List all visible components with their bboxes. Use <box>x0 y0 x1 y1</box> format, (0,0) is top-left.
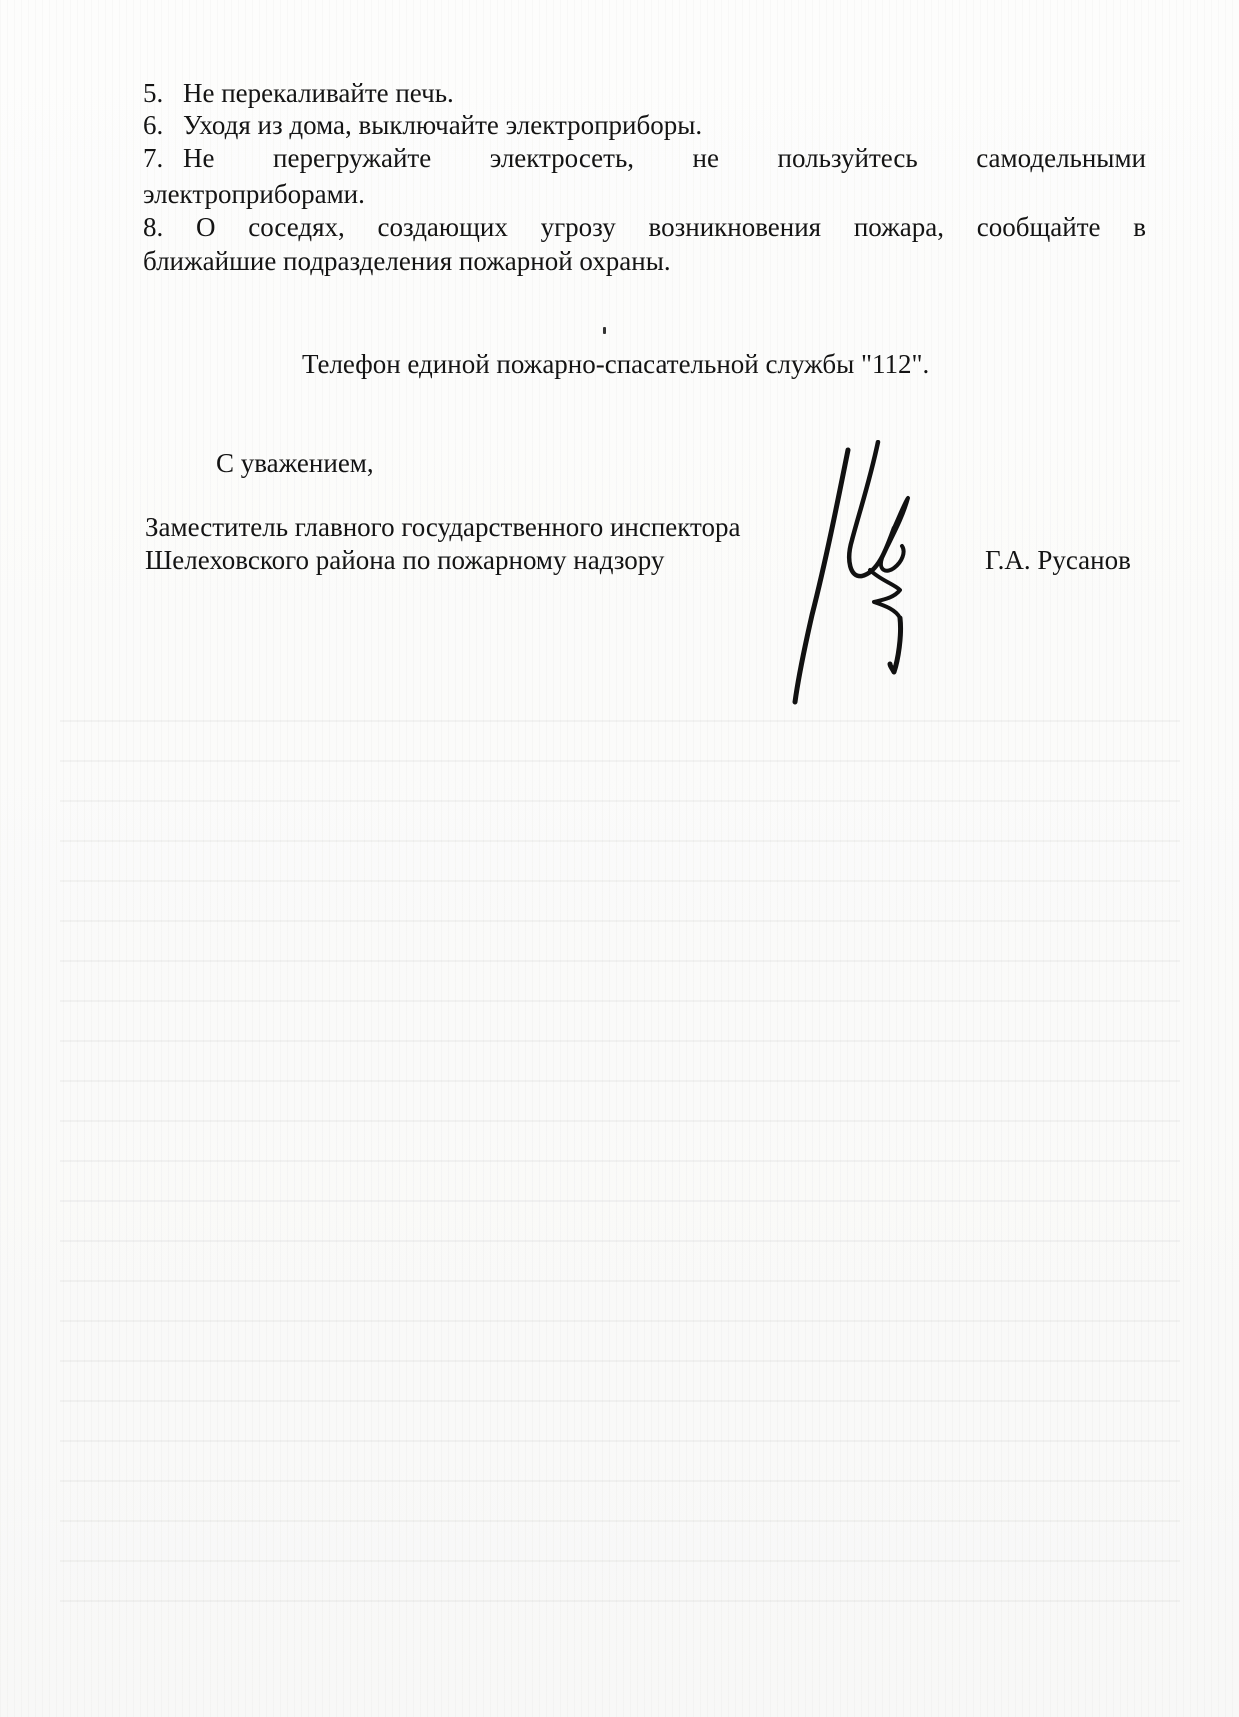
show-through-line <box>60 1440 1180 1442</box>
list-item-number: 6. <box>143 110 164 140</box>
list-item-number: 7. <box>143 143 164 173</box>
show-through-line <box>60 1560 1180 1562</box>
show-through-line <box>60 1280 1180 1282</box>
list-item-text: Уходя из дома, выключайте электроприборы. <box>183 110 703 140</box>
handwritten-signature <box>790 440 980 710</box>
list-item-6 <box>143 110 702 140</box>
show-through-line <box>60 1400 1180 1402</box>
show-through-line <box>60 840 1180 842</box>
list-item-5 <box>143 78 454 108</box>
show-through-line <box>60 1600 1180 1602</box>
list-item-number: 8. <box>143 212 164 242</box>
show-through-line <box>60 1160 1180 1162</box>
show-through-line <box>60 800 1180 802</box>
show-through-line <box>60 720 1180 722</box>
list-item-text: Не перегружайте электросеть, не пользуйтесь самодельными <box>183 143 1146 173</box>
show-through-line <box>60 880 1180 882</box>
list-item-7-line2: электроприборами. <box>143 179 365 209</box>
show-through-line <box>60 1480 1180 1482</box>
show-through-line <box>60 1040 1180 1042</box>
scan-speck <box>603 327 606 334</box>
signer-name: Г.А. Русанов <box>985 545 1131 575</box>
list-item-7-line1 <box>143 143 1146 173</box>
show-through-line <box>60 1120 1180 1122</box>
show-through-line <box>60 1240 1180 1242</box>
show-through-line <box>60 1360 1180 1362</box>
list-item-text: Не перекаливайте печь. <box>183 78 454 108</box>
show-through-line <box>60 960 1180 962</box>
signer-title-line2: Шелеховского района по пожарному надзору <box>145 545 665 575</box>
signer-title-line1: Заместитель главного государственного инспектора <box>145 512 741 542</box>
show-through-line <box>60 1520 1180 1522</box>
show-through-line <box>60 1000 1180 1002</box>
show-through-line <box>60 760 1180 762</box>
show-through-line <box>60 1320 1180 1322</box>
show-through-line <box>60 1200 1180 1202</box>
list-item-text: О соседях, создающих угрозу возникновения пожара, сообщайте в <box>196 212 1147 242</box>
list-item-8-line1 <box>143 212 1146 242</box>
show-through-line <box>60 1080 1180 1082</box>
closing-salutation: С уважением, <box>216 448 374 478</box>
list-item-number: 5. <box>143 78 164 108</box>
emergency-phone-line: Телефон единой пожарно-спасательной службы "112". <box>302 349 930 379</box>
list-item-8-line2: ближайшие подразделения пожарной охраны. <box>143 246 671 276</box>
show-through-line <box>60 920 1180 922</box>
